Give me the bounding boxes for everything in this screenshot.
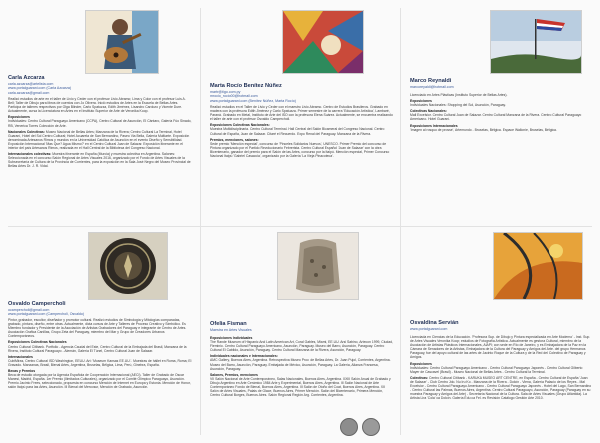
artist-bio-block bbox=[210, 336, 394, 416]
artist-contact bbox=[410, 327, 590, 331]
artist-bio: Pintor, grabador, escultor, diseñador y promotor cultural. Realizó estudios de Simbología y Mitologías comparadas, grabado, pintura, diseño, entre otras. Actualmente, dicta cursos de Arte y Talleres de Proceso Creativo y Simbólico. Es Miembro fundador y Presidente de la Asociación de Artistas Grabadores del Paraguay e integrante de Centro de Artes. Asociación Grafica Canillas, Grupo Zeta del Paraguay, miembro del Mar y Grupo de Creadores Urbanos Contemporáneos. bbox=[8, 318, 187, 339]
artist-name: Osvaldina Servián bbox=[410, 320, 459, 326]
section-title: Exposiciones Individuales bbox=[210, 336, 253, 340]
textile-sculpture-icon bbox=[278, 233, 358, 299]
section-title: Exposiciones bbox=[410, 99, 432, 104]
contact-line: www.portalguarani.com bbox=[410, 327, 448, 331]
artist-bio: Realizó estudios en el Taller de Livio y Ceder con el maestro Livio Abramo. Centro de Estudios Brasileros. Grabado en madera con la profesora Edith Jiménez y Carlo Spatuzza. Primer semestre de la carrera 'Educación Artística', Lambaré, Paraná. Grabado en Metal, Instituto de Arte del ISO con la profesora Elena Suárez. Actualmente, se encuentra realizando el taller de arte con el profesor Osvaldo Campercholi. bbox=[210, 105, 393, 122]
contact-line: ocampercholi@gmail.com bbox=[8, 308, 50, 312]
section-text: VII Salón Nacional de Arte Contemporáneo, Salas Nacionales, Buenos Aires, Argentina. XXIII Salón Anual de Grabado y Dibujo Argentino en Arte Cerámico 1984 Arte y Experimental, Buenos Aires, Argentina. III Salón Nacional de Arte Contemporáneo Fondo de Bienal, Buenos Aires, Argentina. III Salón de Otoño del Coat, Buenos Aires, Argentina. XII Salón de Artes Visuales, Palais de Glace, Buenos Aires, Primer Mención. Salón del Bicentenario, Primera Mención, Centro Cultural Borges, Buenos Aires. Salón Regional Región Arg. Corrientes, Argentina. bbox=[210, 376, 391, 398]
artist-name: Marco Reynaldi bbox=[410, 78, 452, 84]
artwork-thumbnail-benitez bbox=[282, 10, 364, 74]
section-text: CubiMiras, Centro Cultural ISD Washington, EEUU. Art: 'Museum Kansas EE.UU.'. Muestras de hállet en Roma, Roma; El Gravado. Manzanas, Brasil, Bienal Artes, Argentina, Bruselas, Bélgica, Lima, Perú, Ginebra, España. bbox=[8, 358, 192, 367]
artist-bio: Realizó estudios de arte en el taller de Livio y Ceder con el profesor Livio Abramo; Lima y Color con el profesor Luis A. Bell; Taller de Dibujo para libros de cuentos con Jo Olivera. Inició estudios de Artes en la Escuela de Bellas Artes. Participa de talleres respectivos por Olga Blinder, Carlo Spatuzza, Edith Jiménez, Lisandro Cardozo y Vicente Dure. Actualmente, cursa la Licenciatura en Artes en el Instituto Superior de Arte de Veronika Koop. bbox=[8, 97, 186, 114]
section-title: Internacionales colectivas: bbox=[8, 152, 52, 157]
section-text: AMC Gallery, Buenos Aires, Argentina. Retrospectiva Museo Prov. de Bellas Artes, Dr. Juan Pujol, Corrientes, Argentina. Museo del Barro, Asunción, Paraguay. Embajada de México, Asunción, Paraguay. La Galería, Alianza Francesa, Asunción, Paraguay. bbox=[210, 358, 391, 371]
row-divider bbox=[8, 226, 592, 227]
section-text: Individuales: Centro Cultural Paraguayo Americano (CCPA), Centro Cultural de Asunción, El Cántaro, Galería Fúo Sinado, RB, Venerica Torres Colección de Arte. bbox=[8, 119, 192, 128]
artwork-thumbnail-servian bbox=[493, 232, 583, 300]
artwork-thumbnail-fisman bbox=[277, 232, 359, 300]
contact-line: Maestra en Artes Visuales bbox=[210, 328, 252, 332]
section-title: Internacionales bbox=[8, 354, 33, 359]
artwork-thumbnail-azcarza bbox=[85, 10, 159, 74]
artist-bio-block bbox=[410, 93, 592, 223]
artwork-thumbnail-reynaldi bbox=[490, 10, 582, 74]
section-text: Sede premio 'Mención especial', concurso de 'Pinceles Solidarios Nuevos', UNESCO. Primer Premio del concurso de Pintura organizado por el Partido Revolucionario Febrerista. Centro Cultural Español 'Juan de Salazar' con la obra Bicentenario, ganador del premio para el Salón de las Artes, concurso por la Itaipú. Mención especial, Primer Concurso Nacional Itaipú 'Gabriel Casaccia', organizado por la Galería 'La Vieja Pinacoteca'. bbox=[210, 141, 390, 159]
column-divider-2 bbox=[400, 8, 401, 435]
section-title: Becas y Premios bbox=[8, 369, 36, 374]
guitarist-painting-icon bbox=[86, 11, 158, 73]
section-title: Exposiciones bbox=[410, 361, 432, 366]
section-text: Centro Cultural Citibank - KARUKA MUSEO ART CENTRE, en España - Centro Cultural de España 'Juan de Salazar' - Club Centro Jdo. Nu Iru Ko - Manzana de la Rivera - Dolcín - Viena, Galería Palacio de los Reyes - Mal Excelsior - Centro Cultural Paraguayo Americano - Centro Cultural Paraguayo Japonés - Hotel del Lago, San Bernardino - Centro Cultural las Palmas, Buenos Aires, Argentina. Centro Cultural Paraguayo, Asunción, Paraguay (Paraguay en su muestra Paraguay y Amigos del Arte) - Secretaría Nacional de la Cultura. Sala de Artes Visuales (Grupo Atlántida). La Artista Lira 'Cola' ca Dolcín. Galería Edu ca Fel. es Revisión Catálogo Gestión Arte 2010. bbox=[410, 375, 592, 401]
artist-contact bbox=[410, 85, 590, 89]
flag-landscape-painting-icon bbox=[491, 11, 581, 73]
contact-line: www.portalguarani.com (Carla Azcarza) bbox=[8, 86, 72, 91]
section-title: Nacionales Colectivas: bbox=[8, 129, 45, 134]
artist-bio: Licenciada en Ciencias de la Educación. 'Profesora Sup. de Dibujo y Pintura especializada en Arte Moderno' - Inst. Sup. de Artes Visuales Veronika Koop; estudios de Fotografía Artística. Actualmente es gestora Cultural, miembro de la Asociación de Artistas Plásticos Internacionales, AIAPI; con sede en Río de Janeiro, y es Embajadora de la Paz en la Cámara de Senadores de la Artistas, Embajadora de la Cultura del Paraguay y Amigos del Arte. del grupo Hermanos Paraguay, fue del apoyo cultural de las artes de Jacinto Roque de la Cultura y de la Red del Colectivo de Paraguay y Amigos. bbox=[410, 335, 591, 360]
artist-bio-block bbox=[8, 97, 192, 223]
section-text: Individuales: Centro Cultural Paraguayo Americano - Centro Cultural Paraguayo Japonés - Centro Cultural Gilberto Mayer de Cascavel (Brasil) - Museo Nacional de Bellas Artes - Centro Cultural la Terminal. bbox=[410, 365, 583, 374]
section-title: Individuales nacionales e Internacionales: bbox=[210, 354, 278, 359]
section-title: Salones, Premios, menciones bbox=[210, 372, 258, 377]
abstract-painting-icon bbox=[283, 11, 363, 73]
artist-name: Marta Rocío Benítez Núñez bbox=[210, 83, 282, 89]
contact-line: carla.azcarza@artelista.com bbox=[8, 82, 54, 86]
section-text: Individuales Nacionales: Shopping del Sol, Asunción, Paraguay. bbox=[410, 103, 506, 108]
section-text: Muestra itinerante en España (Murcia) y muestra colectiva en Argentina. Salones: Seleccionada en el concurso Salón Regional de Artes Visuales 2016, organizado por el Fondo de Artes Visuales de la Subsecretaría de Cultura de la Provincia de Corrientes, para la exposición en la Sala José Negro del Museo Provincial de Bellas Artes Dr. J. R. Vidal. bbox=[8, 152, 191, 169]
section-text: 'Imagen al rosquo de prosse', Artemundo - Bruselas, Bélgica. Espace Wallonie, Bruselas, Bélgica. bbox=[410, 127, 557, 132]
artist-contact bbox=[210, 90, 390, 103]
section-text: Centro Cultural Citibank. Portfolio - Agencia Caudal del Este, Centro Cultural de la Embajada del Brasil, Manzana de la Rivera, Instituto Cultural Paraguayo - Alemán, Galería El Túnel, Centro Cultural Juan de Salazar. bbox=[8, 344, 187, 353]
contact-line: martr@tigo.com.py bbox=[210, 90, 241, 94]
artist-contact bbox=[8, 82, 188, 95]
section-title: Colectivas Nacionales: bbox=[410, 109, 447, 114]
section-title: Exposiciones Colectivas Nacionales: bbox=[210, 123, 270, 128]
contact-line: carla.azcarza@gmail.com bbox=[8, 90, 50, 95]
artist-name: Ofelia Fisman bbox=[210, 321, 247, 327]
column-divider-1 bbox=[200, 8, 201, 435]
medallion-icon bbox=[340, 418, 358, 436]
section-text: Beca de estudio otorgada por la Agencia Española de Cooperación Internacional (AECI). Taller de Grabado de Oscar Manesi, Madrid, España. 1er Premio (Ilimitados Culturales), organizado por el Comité Olímpico Paraguayo, Asunción. Premio Jacinto Frees, seleccionado, propuesta en concurso Mención de Internet en Europa y Estonia. Mención de Honor, salón Itaipú para las Artes, Asunción. III Bienal del Mercosur, Mención de Grabado, Asunción. bbox=[8, 373, 191, 390]
artist-bio: Licenciado en Artes Plásticas (Instituto Superior de Bellas Artes). bbox=[410, 93, 508, 97]
section-title: Colectivas: bbox=[410, 375, 429, 380]
artist-contact bbox=[8, 308, 188, 317]
artist-contact bbox=[210, 328, 390, 332]
section-title: Exposiciones bbox=[8, 115, 30, 120]
artist-name: Osvaldo Campercholi bbox=[8, 301, 66, 307]
swirl-painting-icon bbox=[494, 233, 582, 299]
section-title: Exposiciones Colectivas Nacionales bbox=[8, 340, 67, 345]
artist-bio-block bbox=[8, 318, 192, 436]
artwork-thumbnail-campercholi bbox=[88, 232, 168, 300]
section-title: Exposiciones Internacionales bbox=[410, 123, 458, 128]
medallion-icon bbox=[362, 418, 380, 436]
contact-line: www.portalguarani.com (Campercholi, Osvaldo) bbox=[8, 312, 85, 317]
artist-name: Carla Azcarza bbox=[8, 75, 45, 81]
section-text: Museo Nacional de Bellas Artes; Manzana de la Rivera; Centro Cultural La Terminal, Hotel Guaraní, Hotel del Sol Centro Cultural; Hotel Acuarela de San Bernardino, Paseo Via Bella, Galería Multiarte. Exposición denominada Artesanos Rimos y mundos en la Universidad Católica de Asunción en el evento Diseño y Sensibilidad. Exposición Internacional 'Mas Que? Agua Mismo?' en el Centro Cultural Juan de Salazar. Exposición itinerante en el interior del país Artesanos Rimos, realizada en el Hall Central de la Biblioteca del Congreso Nacional. bbox=[8, 129, 190, 151]
section-text: Muestra Multidisciplinaria. Centro Cultural Terminal. Hall Central del Salón Bicameral del Congreso Nacional. Centro Cultural de España, Juan de Salazar. Citaré el Recuerdo. Expo Renal del Paraguay. Manzana de la Rivera. bbox=[210, 127, 385, 136]
section-title: Premios, menciones, salones: bbox=[210, 137, 259, 142]
section-text: Mall Excelsior. Centro Cultural Juan de Salazar. Centro Cultural Manzana de la Rivera. Centro Cultural Paraguayo Americano. Hotel Guaraní. bbox=[410, 113, 582, 122]
contact-line: marcoreyaldi@hotmail.com bbox=[410, 85, 454, 89]
contact-line: mrocio_rocio00@hotmail.com bbox=[210, 94, 258, 99]
section-text: The Rande Museum of Hispanic And Latin American Art, Coral Gables, Miami, EE.UU. Arsi Sabino, Artecon 1999, Ciudad, Fleminio. Centro Cultural Paraguayo Americano, Asunción, Paraguay. Museo del Barro, Asunción, Paraguay. Centro Cultural El Cabildo, Asunción, Paraguay. Centro Cultural Manzana de la Rivera, Asunción, Paraguay. bbox=[210, 340, 393, 353]
circular-seal-artwork-icon bbox=[89, 233, 167, 299]
contact-line: www.portalguarani.com (Benítez Núñez, Marta Rocío) bbox=[210, 98, 296, 103]
artist-bio-block bbox=[210, 105, 394, 223]
artist-bio-block bbox=[410, 335, 592, 435]
